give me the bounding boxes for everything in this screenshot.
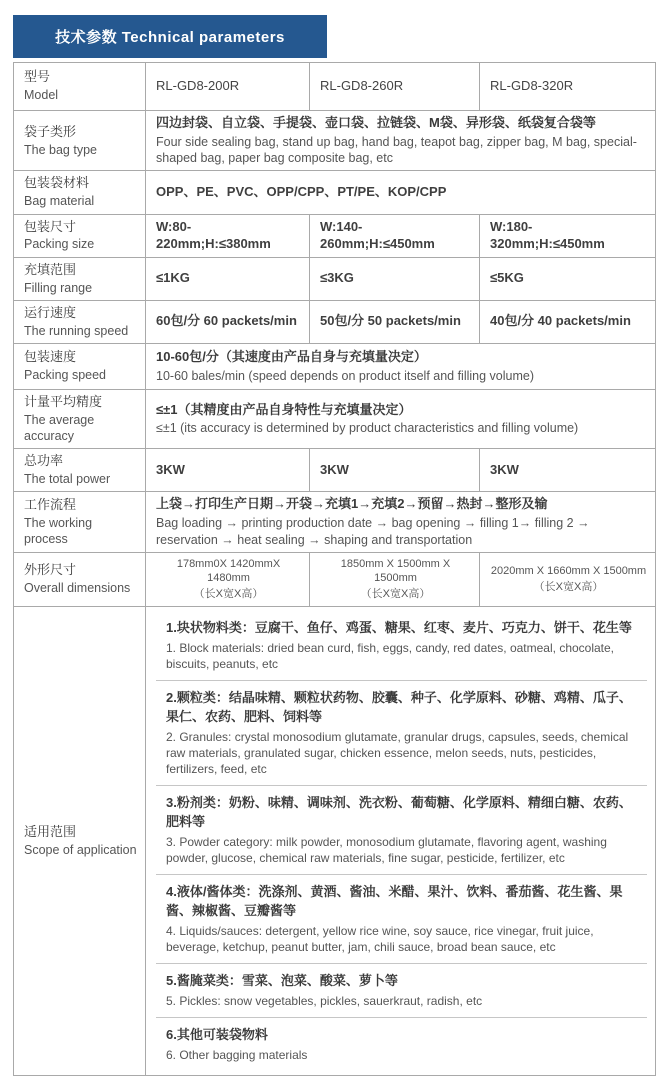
row-packing-speed bbox=[14, 343, 656, 389]
row-bag-type bbox=[14, 111, 656, 171]
working-process-label bbox=[14, 492, 146, 552]
scope-item-6-cn: 6.其他可装袋物料 bbox=[166, 1027, 268, 1043]
overall-dimensions-value-3 bbox=[480, 552, 656, 606]
running-speed-label-en: The running speed bbox=[24, 323, 129, 338]
filling-range-label-cn: 充填范围 bbox=[24, 261, 77, 277]
row-bag-material bbox=[14, 171, 656, 214]
scope-item-5-cn: 5.酱腌菜类：雪菜、泡菜、酸菜、萝卜等 bbox=[166, 973, 398, 989]
overall-dimensions-value-1 bbox=[146, 552, 310, 606]
bag-type-value bbox=[146, 111, 656, 171]
scope-label-en: Scope of application bbox=[24, 842, 137, 857]
scope-item-6-en: 6. Other bagging materials bbox=[166, 1048, 308, 1063]
packing-size-value-2: W:140-260mm;H:≤450mm bbox=[310, 214, 480, 257]
scope-label bbox=[14, 606, 146, 1076]
model-label-cn: 型号 bbox=[24, 69, 51, 85]
overall-dimensions-value-2 bbox=[310, 552, 480, 606]
scope-content bbox=[146, 606, 656, 1076]
accuracy-cn: ≤±1（其精度由产品自身特性与充填量决定） bbox=[156, 401, 412, 417]
accuracy-label-cn: 计量平均精度 bbox=[24, 393, 103, 409]
bag-material-value: OPP、PE、PVC、OPP/CPP、PT/PE、KOP/CPP bbox=[146, 171, 656, 214]
section-title-banner bbox=[13, 15, 327, 58]
packing-speed-cn: 10-60包/分（其速度由产品自身与充填量决定） bbox=[156, 348, 427, 364]
scope-item-3-cn: 3.粉剂类：奶粉、味精、调味剂、洗衣粉、葡萄糖、化学原料、精细白糖、农药、肥料等 bbox=[166, 795, 632, 830]
packing-speed-label-cn: 包装速度 bbox=[24, 349, 77, 365]
scope-label-cn: 适用范围 bbox=[24, 824, 77, 840]
total-power-label-cn: 总功率 bbox=[24, 453, 64, 469]
dim-size-1: 178mm0X 1420mmX 1480mm bbox=[176, 557, 281, 585]
working-process-value bbox=[146, 492, 656, 552]
scope-item-5-en: 5. Pickles: snow vegetables, pickles, sauerkraut, radish, etc bbox=[166, 994, 483, 1009]
working-process-en: Bag loading → printing production date → bag opening → filling 1→ filling 2 → reservation → heat sealing → shaping and transportation bbox=[156, 516, 590, 547]
running-speed-value-3: 40包/分 40 packets/min bbox=[480, 300, 656, 343]
total-power-value-3: 3KW bbox=[480, 449, 656, 492]
scope-item-1-cn: 1.块状物料类：豆腐干、鱼仔、鸡蛋、糖果、红枣、麦片、巧克力、饼干、花生等 bbox=[166, 619, 632, 635]
filling-range-value-1: ≤1KG bbox=[146, 257, 310, 300]
overall-dimensions-label-en: Overall dimensions bbox=[24, 581, 131, 596]
accuracy-value bbox=[146, 389, 656, 448]
total-power-label bbox=[14, 449, 146, 492]
scope-item-4-cn: 4.液体/酱体类：洗涤剂、黄酒、酱油、米醋、果汁、饮料、番茄酱、花生酱、果酱、辣椒酱、豆瓣酱等 bbox=[166, 884, 623, 919]
running-speed-label bbox=[14, 300, 146, 343]
model-label bbox=[14, 63, 146, 111]
bag-type-label-cn: 袋子类形 bbox=[24, 123, 77, 139]
model-value-1: RL-GD8-200R bbox=[146, 63, 310, 111]
bag-type-label bbox=[14, 111, 146, 171]
packing-speed-label-en: Packing speed bbox=[24, 368, 107, 383]
total-power-value-2: 3KW bbox=[310, 449, 480, 492]
model-label-en: Model bbox=[24, 88, 59, 103]
dim-size-3: 2020mm X 1660mm X 1500mm bbox=[490, 565, 647, 578]
packing-speed-en: 10-60 bales/min (speed depends on product itself and filling volume) bbox=[156, 368, 535, 383]
scope-item-3-en: 3. Powder category: milk powder, monosodium glutamate, flavoring agent, washing powder, glucose, chemical raw materials, fine sugar, pesticide, fertilizer, etc bbox=[166, 834, 607, 866]
filling-range-value-3: ≤5KG bbox=[480, 257, 656, 300]
scope-item-block-materials bbox=[156, 611, 647, 681]
running-speed-value-1: 60包/分 60 packets/min bbox=[146, 300, 310, 343]
accuracy-label bbox=[14, 389, 146, 448]
running-speed-value-2: 50包/分 50 packets/min bbox=[310, 300, 480, 343]
packing-size-value-3: W:180-320mm;H:≤450mm bbox=[480, 214, 656, 257]
section-title: 技术参数 Technical parameters bbox=[55, 29, 285, 46]
scope-item-2-cn: 2.颗粒类：结晶味精、颗粒状药物、胶囊、种子、化学原料、砂糖、鸡精、瓜子、果仁、农药、肥料、饲料等 bbox=[166, 689, 632, 724]
overall-dimensions-label bbox=[14, 552, 146, 606]
working-process-label-cn: 工作流程 bbox=[24, 496, 77, 512]
working-process-label-en: The working process bbox=[24, 515, 93, 547]
scope-item-pickles bbox=[156, 964, 647, 1018]
dim-note-3: （长X宽X高） bbox=[533, 581, 604, 594]
scope-item-liquids-sauces bbox=[156, 875, 647, 964]
bag-type-en: Four side sealing bag, stand up bag, hand bag, teapot bag, zipper bag, M bag, special-shaped bag, paper bag composite bag, etc bbox=[156, 134, 637, 166]
packing-speed-value bbox=[146, 343, 656, 389]
filling-range-value-2: ≤3KG bbox=[310, 257, 480, 300]
technical-parameters-table bbox=[13, 62, 656, 1076]
packing-size-label bbox=[14, 214, 146, 257]
row-packing-size bbox=[14, 214, 656, 257]
row-overall-dimensions bbox=[14, 552, 656, 606]
row-running-speed bbox=[14, 300, 656, 343]
bag-material-label-cn: 包装袋材料 bbox=[24, 175, 90, 191]
bag-type-label-en: The bag type bbox=[24, 142, 97, 157]
row-scope-of-application bbox=[14, 606, 656, 1076]
packing-size-value-1: W:80-220mm;H:≤380mm bbox=[146, 214, 310, 257]
dim-note-2: （长X宽X高） bbox=[360, 588, 431, 601]
row-working-process bbox=[14, 492, 656, 552]
scope-item-granules bbox=[156, 681, 647, 786]
scope-item-1-en: 1. Block materials: dried bean curd, fish, eggs, candy, red dates, oatmeal, chocolate, biscuits, peanuts, etc bbox=[166, 640, 615, 671]
row-model bbox=[14, 63, 656, 111]
scope-item-4-en: 4. Liquids/sauces: detergent, yellow rice wine, soy sauce, rice vinegar, fruit juice, beverage, ketchup, peanut butter, jam, chili sauce, broad bean sauce, etc bbox=[166, 923, 594, 955]
model-value-3: RL-GD8-320R bbox=[480, 63, 656, 111]
packing-size-label-en: Packing size bbox=[24, 237, 95, 252]
packing-speed-label bbox=[14, 343, 146, 389]
bag-material-label bbox=[14, 171, 146, 214]
model-value-2: RL-GD8-260R bbox=[310, 63, 480, 111]
row-average-accuracy bbox=[14, 389, 656, 448]
overall-dimensions-label-cn: 外形尺寸 bbox=[24, 562, 77, 578]
total-power-label-en: The total power bbox=[24, 472, 111, 487]
dim-note-1: （长X宽X高） bbox=[193, 588, 264, 601]
filling-range-label-en: Filling range bbox=[24, 280, 93, 295]
total-power-value-1: 3KW bbox=[146, 449, 310, 492]
filling-range-label bbox=[14, 257, 146, 300]
dim-size-2: 1850mm X 1500mm X 1500mm bbox=[340, 557, 451, 585]
running-speed-label-cn: 运行速度 bbox=[24, 304, 77, 320]
accuracy-label-en: The average accuracy bbox=[24, 412, 95, 444]
row-filling-range bbox=[14, 257, 656, 300]
bag-type-cn: 四边封袋、自立袋、手提袋、壶口袋、拉链袋、M袋、异形袋、纸袋复合袋等 bbox=[156, 115, 596, 130]
packing-size-label-cn: 包装尺寸 bbox=[24, 218, 77, 234]
scope-item-powder bbox=[156, 786, 647, 875]
scope-item-other-materials bbox=[156, 1018, 647, 1071]
row-total-power bbox=[14, 449, 656, 492]
accuracy-en: ≤±1 (its accuracy is determined by product characteristics and filling volume) bbox=[156, 421, 579, 436]
bag-material-label-en: Bag material bbox=[24, 194, 95, 209]
scope-item-2-en: 2. Granules: crystal monosodium glutamate, granular drugs, capsules, seeds, chemical raw materials, granulated sugar, chicken essence, melon seeds, nuts, pesticides, fertilizers, feed, etc bbox=[166, 729, 629, 777]
working-process-cn: 上袋→打印生产日期→开袋→充填1→充填2→预留→热封→整形及输 bbox=[156, 496, 548, 512]
